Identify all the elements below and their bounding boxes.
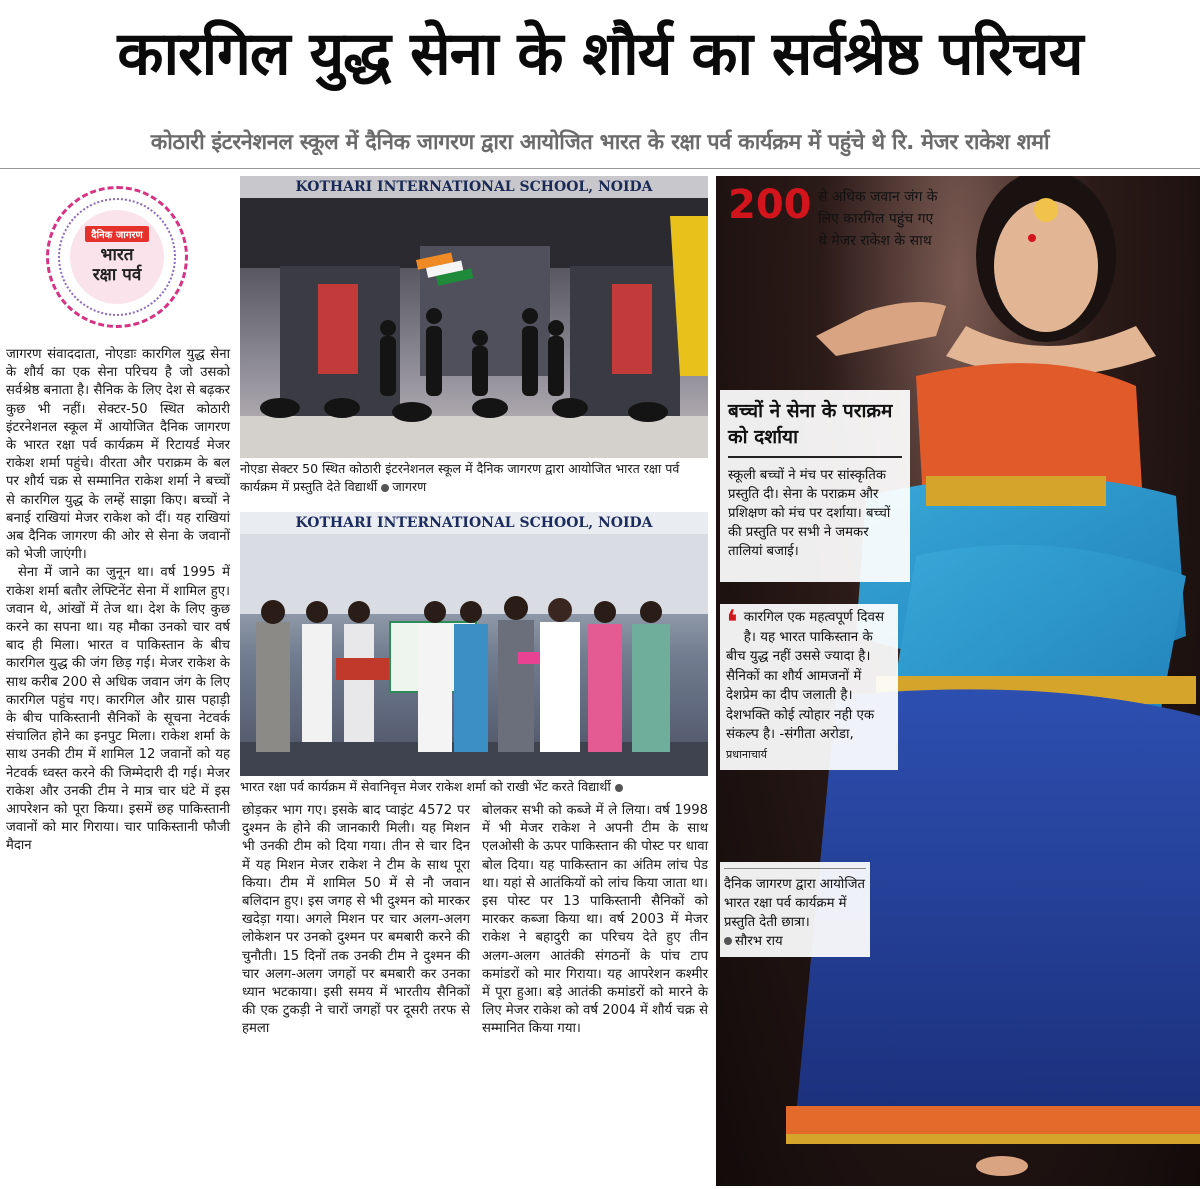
quote-text: कारगिल एक महत्वपूर्ण दिवस है। यह भारत पाकिस्तान के बीच युद्ध नहीं उससे ज्यादा है। सैनिकों का शौर्य आमजनों में देशप्रेम का दीप जलाती है। देशभक्ति कोई त्योहार नही एक संकल्प है। -संगीता अरोडा, [726, 610, 885, 742]
article-paragraph-2: सेना में जाने का जुनून था। वर्ष 1995 में राकेश शर्मा बतौर लेफ्टिनेंट सेना में शामिल हुए। जवान थे, आंखों में तेज था। देश के लिए कुछ करने का सपना था। यह मौका उनको चार वर्ष बाद ही मिला। भारत व पाकिस्तान के बीच कारगिल युद्ध की जंग छिड़ गई। मेजर राकेश के साथ करीब 200 से अधिक जवान जंग के लिए कारगिल पहुंच गए। कारगिल और ग्रास पहाड़ी के बीच पाकिस्तानी सैनिकों के सूचना नेटवर्क संचालित होने का इनपुट मिला। राकेश शर्मा के साथ उनकी टीम में शामिल 12 जवानों को यह नेटवर्क ध्वस्त करने की जिम्मेदारी दी गई। मेजर राकेश और उनकी टीम ने मात्र चार घंटे में इस आपरेशन को पूरा किया। इसमें छह पाकिस्तानी जवानों को मार गिराया। चार पाकिस्तानी फौजी मैदान [6, 565, 230, 854]
logo-brand: दैनिक जागरण [85, 226, 149, 242]
article-paragraph-1: जागरण संवाददाता, नोएडाः कारगिल युद्ध सेना के शौर्य का एक सेना परिचय है जो उसको सर्वश्रेष्ठ बनाता है। सैनिक के लिए देश से बढ़कर कुछ भी नहीं। सेक्टर-50 स्थित कोठारी इंटरनेशनल स्कूल में आयोजित दैनिक जागरण के भारत रक्षा पर्व कार्यक्रम में रिटायर्ड मेजर राकेश शर्मा पहुंचे। वीरता और पराक्रम के बल पर शौर्य चक्र से सम्मानित राकेश शर्मा ने बच्चों से कारगिल युद्ध के लम्हें साझा किए। बच्चों ने बनाई राखियां मेजर राकेश को दीं। यह राखियां अब दैनिक जागरण की ओर से सेना के जवानों को भेजी जाएंगी। [6, 347, 230, 563]
photo1-caption-text: नोएडा सेक्टर 50 स्थित कोठारी इंटरनेशनल स्कूल में दैनिक जागरण द्वारा आयोजित भारत रक्षा पर्व कार्यक्रम में प्रस्तुति देते विद्यार्थी [240, 461, 680, 494]
photo3-credit: सौरभ राय [735, 934, 783, 949]
stat-text: से अधिक जवान जंग के लिए कारगिल पहुंच गए थे मेजर राकेश के साथ [818, 189, 938, 249]
logo-line1: भारत [100, 245, 134, 265]
principal-quote [720, 604, 898, 770]
subhead-rule [0, 168, 1200, 169]
photo2-caption-text: भारत रक्षा पर्व कार्यक्रम में सेवानिवृत्त मेजर राकेश शर्मा को राखी भेंट करते विद्यार्थी [240, 779, 611, 794]
article-column-2-text: छोड़कर भाग गए। इसके बाद प्वाइंट 4572 पर दुश्मन के होने की जानकारी मिली। यह मिशन भी उनकी टीम को दिया गया। तीन से चार दिन में यह मिशन मेजर राकेश ने टीम के साथ पूरा किया। टीम में शामिल 50 में से नौ जवान बलिदान हुए। इस जगह से भी दुश्मन को मारकर खदेड़ा गया। अगले मिशन पर चार अलग-अलग लोकेशन पर उनको दुश्मन पर बमबारी करने की चुनौती। 15 दिनों तक उनकी टीम ने दुश्मन की चार अलग-अलग जगहों पर बमबारी कर उनका ध्यान भटकाया। इसी समय में भारतीय सैनिकों की एक टुकड़ी ने चारों जगहों पर दूसरी तरफ से हमला [242, 803, 470, 1037]
photo2-caption [240, 778, 710, 796]
school-banner: KOTHARI INTERNATIONAL SCHOOL, NOIDA [240, 176, 708, 198]
subheadline: कोठारी इंटरनेशनल स्कूल में दैनिक जागरण द्वारा आयोजित भारत के रक्षा पर्व कार्यक्रम में पहुंचे थे रि. मेजर राकेश शर्मा [150, 130, 1050, 155]
credit-dot-icon [381, 484, 389, 492]
bharat-raksha-parv-logo [4, 176, 230, 338]
stat-number: 200 [728, 182, 812, 228]
article-column-3 [482, 802, 708, 1039]
credit-dot-icon [724, 937, 732, 945]
dance-scene-illustration [240, 176, 708, 458]
rakhi-scene-illustration [240, 512, 708, 776]
article-column-3-text: बोलकर सभी को कब्जे में ले लिया। वर्ष 1998 में भी मेजर राकेश ने अपनी टीम के साथ एलओसी के ऊपर पाकिस्तान की पोस्ट पर धावा बोल दिया। यह पाकिस्तान का अंतिम लांच पेड था। यहां से आतंकियों को लांच किया जाता था। इस पोस्ट पर 13 पाकिस्तानी सैनिकों को मारकर कब्जा किया था। वर्ष 2003 में मेजर राकेश ने बहादुरी का परिचय देते हुए तीन अलग-अलग आतंकी संगठनों के पांच टाप कमांडरों को मार गिराया। यह आपरेशन कश्मीर में पूरा हुआ। बड़े आतंकी कमांडरों को मारने के लिए मेजर राकेश को वर्ष 2004 में शौर्य चक्र से सम्मानित किया गया। [482, 803, 708, 1037]
headline: कारगिल युद्ध सेना के शौर्य का सर्वश्रेष्ठ परिचय [117, 19, 1083, 89]
logo-line2: रक्षा पर्व [92, 265, 142, 285]
photo1-caption [240, 460, 710, 496]
box-body: स्कूली बच्चों ने मंच पर सांस्कृतिक प्रस्तुति दी। सेना के पराक्रम और प्रशिक्षण को मंच पर दर्शाया। बच्चों की प्रस्तुति पर सभी ने जमकर तालियां बजाई। [728, 468, 891, 559]
photo1-credit: जागरण [392, 479, 427, 494]
quote-role: प्रधानाचार्य [726, 747, 768, 761]
credit-dot-icon [615, 784, 623, 792]
photo3-caption-text: दैनिक जागरण द्वारा आयोजित भारत रक्षा पर्व कार्यक्रम में प्रस्तुति देती छात्रा। [724, 877, 866, 930]
school-banner-2: KOTHARI INTERNATIONAL SCHOOL, NOIDA [240, 512, 708, 534]
article-column-1 [6, 346, 230, 856]
rakhi-handover-photo [240, 512, 708, 776]
box-divider [728, 456, 902, 458]
quote-mark-icon: ❛ [726, 603, 738, 643]
children-performance-box [720, 390, 910, 582]
photo3-caption-rule [724, 868, 866, 869]
logo-center [70, 210, 164, 304]
photo3-caption [720, 862, 870, 957]
article-column-2 [242, 802, 470, 1039]
box-title: बच्चों ने सेना के पराक्रम को दर्शाया [728, 400, 893, 448]
dance-performance-photo [240, 176, 708, 458]
